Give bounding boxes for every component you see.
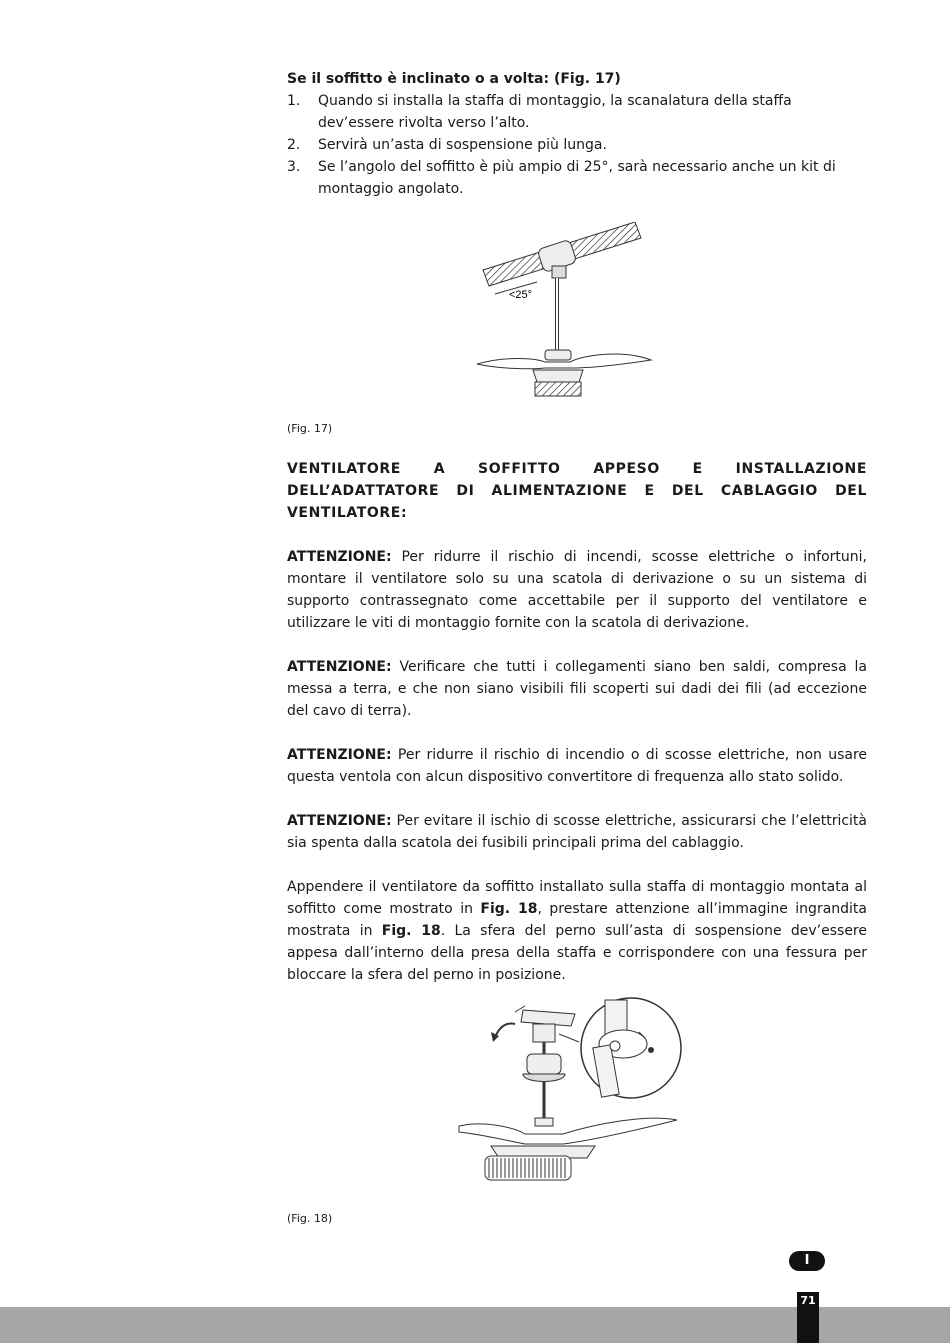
step-text: Servirà un’asta di sospensione più lunga.	[318, 137, 607, 153]
warning-label: ATTENZIONE:	[287, 659, 392, 675]
page-number: 71	[797, 1292, 819, 1343]
hang-instructions-paragraph	[287, 876, 867, 986]
hang-text: . La sfera del perno sull’asta di sospensione dev’essere appesa dall’interno della presa della staffa e corrispondere con una fessura per bloccare la sfera del perno in posizione.	[287, 923, 867, 983]
list-item	[287, 156, 867, 200]
warning-text: Per evitare il ischio di scosse elettriche, assicurarsi che l’elettricità sia spenta dalla scatola dei fusibili principali prima del cablaggio.	[287, 813, 867, 851]
section-heading-sloped-ceiling: Se il soffitto è inclinato o a volta: (Fig. 17)	[287, 71, 621, 87]
figure-18	[287, 986, 867, 1212]
warning-label: ATTENZIONE:	[287, 813, 392, 829]
angle-label: <25°	[509, 289, 533, 301]
warning-label: ATTENZIONE:	[287, 549, 392, 565]
figure-17-caption: (Fig. 17)	[287, 422, 333, 435]
warning-paragraph	[287, 656, 867, 722]
hang-text: Appendere il ventilatore da soffitto installato sulla staffa di montaggio montata al soffitto come mostrato in	[287, 879, 867, 917]
warning-text: Verificare che tutti i collegamenti siano ben saldi, compresa la messa a terra, e che non siano visibili fili scoperti sui dadi dei fili (ad eccezione del cavo di terra).	[287, 659, 867, 719]
step-number: 1.	[287, 93, 301, 109]
sloped-ceiling-fan-illustration	[475, 222, 675, 402]
warning-paragraph	[287, 810, 867, 854]
step-number: 3.	[287, 159, 301, 175]
list-item	[287, 134, 867, 156]
magnified-detail	[559, 998, 681, 1098]
hanging-fan-illustration	[455, 996, 695, 1206]
figure-reference: Fig. 18	[381, 923, 441, 939]
hang-text: , prestare attenzione all’immagine ingrandita mostrata in	[287, 901, 867, 939]
warning-paragraph	[287, 744, 867, 788]
figure-reference: Fig. 18	[480, 901, 538, 917]
language-badge: I	[789, 1251, 825, 1271]
step-number: 2.	[287, 137, 301, 153]
step-text: Se l’angolo del soffitto è più ampio di 25°, sarà necessario anche un kit di montaggio angolato.	[318, 159, 836, 197]
step-text: Quando si installa la staffa di montaggio, la scanalatura della staffa dev’essere rivolta verso l’alto.	[318, 93, 792, 131]
figure-18-caption: (Fig. 18)	[287, 1212, 333, 1225]
warning-text: Per ridurre il rischio di incendi, scosse elettriche o infortuni, montare il ventilatore solo su una scatola di derivazione o su un sistema di supporto contrassegnato come accettabile per il supporto del ventilatore e utilizzare le viti di montaggio fornite con la scatola di derivazione.	[287, 549, 867, 631]
page-content	[287, 68, 867, 1226]
steps-list	[287, 90, 867, 200]
list-item	[287, 90, 867, 134]
warning-paragraph	[287, 546, 867, 634]
figure-17	[287, 200, 867, 422]
warning-text: Per ridurre il rischio di incendio o di scosse elettriche, non usare questa ventola con alcun dispositivo convertitore di frequenza allo stato solido.	[287, 747, 867, 785]
warning-label: ATTENZIONE:	[287, 747, 392, 763]
section-heading-hanging: VENTILATORE A SOFFITTO APPESO E INSTALLAZIONE DELL’ADATTATORE DI ALIMENTAZIONE E DEL CABLAGGIO DEL VENTILATORE:	[287, 461, 867, 521]
